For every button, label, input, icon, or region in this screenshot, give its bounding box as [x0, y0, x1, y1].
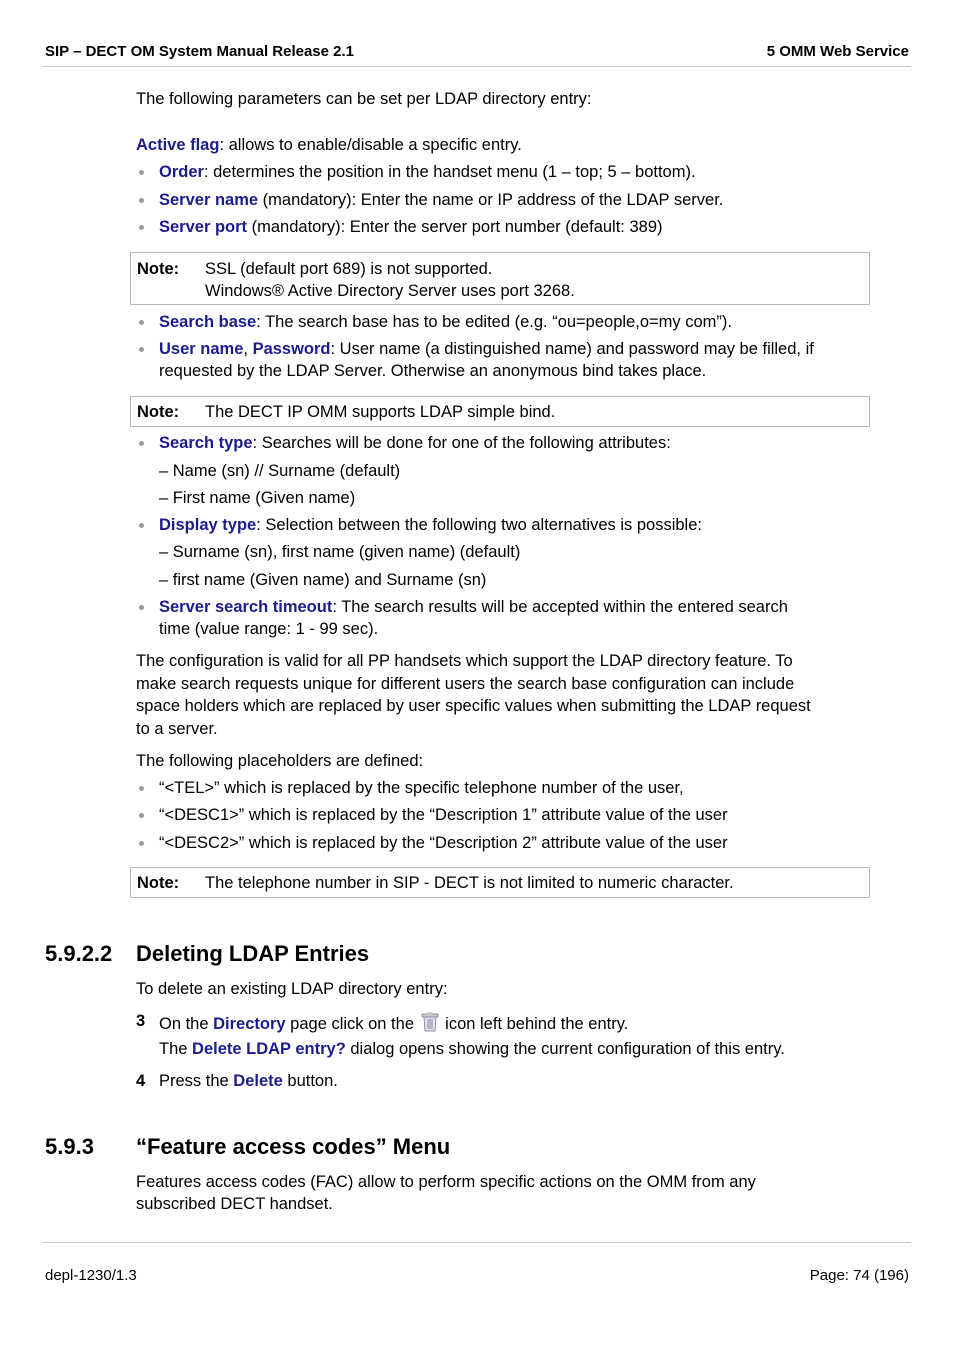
list-item-search-type [159, 434, 671, 453]
bullet-dot [139, 813, 144, 818]
config-paragraph-line: make search requests unique for different users the search base configuration can include [136, 675, 795, 693]
intro-text: The following parameters can be set per LDAP directory entry: [136, 90, 592, 108]
step-text: The [159, 1040, 193, 1058]
section-number: 5.9.2.2 [45, 941, 113, 966]
user-name-text-cont: requested by the LDAP Server. Otherwise an anonymous bind takes place. [159, 362, 707, 380]
delete-term: Delete [233, 1072, 283, 1090]
note-text: The telephone number in SIP - DECT is not limited to numeric character. [205, 874, 734, 892]
active-flag-text: : allows to enable/disable a specific entry. [219, 136, 522, 154]
step-text: dialog opens showing the current configuration of this entry. [345, 1040, 785, 1058]
timeout-text-cont: time (value range: 1 - 99 sec). [159, 620, 379, 638]
step-number: 4 [136, 1072, 146, 1090]
section-number: 5.9.3 [45, 1134, 94, 1159]
directory-term: Directory [213, 1015, 286, 1033]
server-port-term: Server port [159, 218, 248, 236]
bullet-dot [139, 841, 144, 846]
footer-doc-id: depl-1230/1.3 [45, 1267, 137, 1284]
note-text: Windows® Active Directory Server uses port 3268. [205, 282, 575, 300]
display-type-text: : Selection between the following two alternatives is possible: [256, 516, 702, 534]
list-item-order [159, 163, 696, 182]
list-item-server-name [159, 191, 723, 210]
config-paragraph-line: The configuration is valid for all PP handsets which support the LDAP directory feature. To [136, 652, 793, 670]
search-base-term: Search base [159, 313, 257, 331]
server-name-term: Server name [159, 191, 259, 209]
list-item-timeout [159, 598, 788, 617]
bullet-dot [139, 347, 144, 352]
note-text: SSL (default port 689) is not supported. [205, 260, 493, 278]
fac-paragraph-line: Features access codes (FAC) allow to perform specific actions on the OMM from any [136, 1173, 756, 1191]
display-type-option: – first name (Given name) and Surname (sn) [159, 571, 487, 589]
note-label: Note: [137, 874, 180, 892]
bullet-dot [139, 523, 144, 528]
step-text: button. [282, 1072, 338, 1090]
order-term: Order [159, 163, 204, 181]
timeout-text: : The search results will be accepted within the entered search [332, 598, 788, 616]
search-type-text: : Searches will be done for one of the following attributes: [252, 434, 671, 452]
placeholder-item: “<TEL>” which is replaced by the specific telephone number of the user, [159, 779, 684, 797]
step-number: 3 [136, 1012, 146, 1030]
server-name-text: (mandatory): Enter the name or IP address of the LDAP server. [258, 191, 724, 209]
bullet-dot [139, 786, 144, 791]
step-3-text [159, 1012, 628, 1034]
note-text: The DECT IP OMM supports LDAP simple bind. [205, 403, 556, 421]
server-port-text: (mandatory): Enter the server port number (default: 389) [247, 218, 663, 236]
step-text: icon left behind the entry. [440, 1015, 629, 1033]
step-4-text [159, 1072, 338, 1091]
placeholder-item: “<DESC2>” which is replaced by the “Description 2” attribute value of the user [159, 834, 728, 852]
section-title: “Feature access codes” Menu [136, 1134, 451, 1159]
header-title: SIP – DECT OM System Manual Release 2.1 [45, 43, 355, 60]
list-item-display-type [159, 516, 702, 535]
note-box-bind [130, 396, 870, 427]
delete-ldap-entry-term: Delete LDAP entry? [192, 1040, 346, 1058]
active-flag-term: Active flag [136, 136, 220, 154]
timeout-term: Server search timeout [159, 598, 333, 616]
list-item-search-base [159, 313, 732, 332]
order-text: : determines the position in the handset menu (1 – top; 5 – bottom). [203, 163, 696, 181]
password-term: Password [252, 340, 331, 358]
placeholder-item: “<DESC1>” which is replaced by the “Description 1” attribute value of the user [159, 806, 728, 824]
section-title: Deleting LDAP Entries [136, 941, 370, 966]
trash-icon [421, 1012, 439, 1032]
fac-paragraph-line: subscribed DECT handset. [136, 1195, 333, 1213]
config-paragraph-line: to a server. [136, 720, 218, 738]
step-3-subtext [159, 1040, 785, 1059]
delete-intro: To delete an existing LDAP directory entry: [136, 980, 448, 998]
header-rule [43, 66, 911, 67]
placeholders-intro: The following placeholders are defined: [136, 752, 424, 770]
footer-page-number: Page: 74 (196) [809, 1267, 909, 1284]
bullet-dot [139, 225, 144, 230]
note-label: Note: [137, 260, 180, 278]
step-text: page click on the [285, 1015, 419, 1033]
list-item-server-port [159, 218, 663, 237]
list-item-user-name [159, 340, 814, 359]
user-name-term: User name [159, 340, 244, 358]
step-text: Press the [159, 1072, 234, 1090]
bullet-dot [139, 441, 144, 446]
config-paragraph-line: space holders which are replaced by user specific values when submitting the LDAP request [136, 697, 811, 715]
search-type-option: – First name (Given name) [159, 489, 356, 507]
active-flag-item [136, 136, 522, 155]
bullet-dot [139, 320, 144, 325]
note-box-ssl [130, 252, 870, 305]
display-type-option: – Surname (sn), first name (given name) (default) [159, 543, 521, 561]
search-type-option: – Name (sn) // Surname (default) [159, 462, 401, 480]
search-base-text: : The search base has to be edited (e.g. “ou=people,o=my com”). [256, 313, 732, 331]
footer-rule [43, 1242, 911, 1243]
search-type-term: Search type [159, 434, 253, 452]
user-name-text: : User name (a distinguished name) and password may be filled, if [330, 340, 814, 358]
header-section: 5 OMM Web Service [766, 43, 909, 60]
note-label: Note: [137, 403, 180, 421]
separator: , [243, 340, 253, 358]
bullet-dot [139, 605, 144, 610]
bullet-dot [139, 198, 144, 203]
bullet-dot [139, 170, 144, 175]
step-text: On the [159, 1015, 214, 1033]
note-box-telephone [130, 867, 870, 898]
display-type-term: Display type [159, 516, 257, 534]
